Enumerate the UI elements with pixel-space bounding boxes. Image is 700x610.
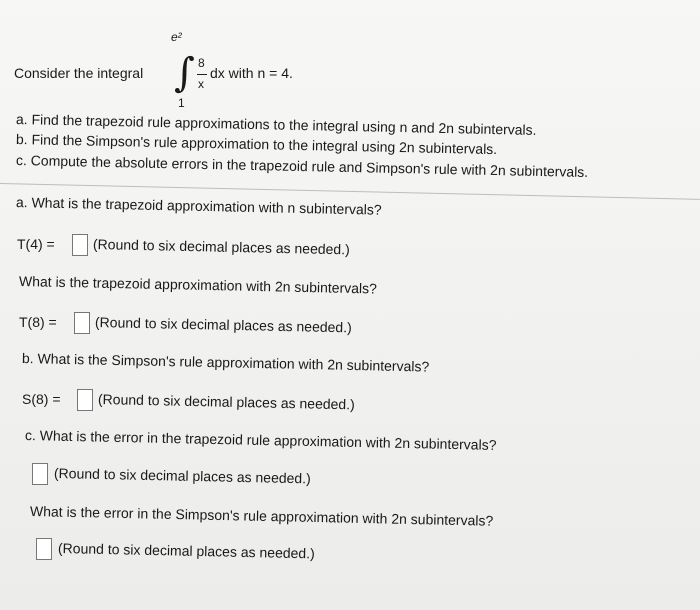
- simpson-error-answer-input[interactable]: [36, 538, 52, 560]
- t8-hint: (Round to six decimal places as needed.): [94, 314, 352, 336]
- trapezoid-error-answer-input[interactable]: [32, 463, 48, 485]
- integral-sign-icon: ∫: [174, 50, 195, 96]
- s8-hint: (Round to six decimal places as needed.): [97, 391, 355, 413]
- t4-answer-input[interactable]: [72, 234, 88, 256]
- question-simpson-error: What is the error in the Simpson's rule approximation with 2n subintervals?: [29, 503, 494, 529]
- instruction-a: a. Find the trapezoid rule approximations to the integral using n and 2n subintervals.: [15, 111, 537, 138]
- question-simpson-2n: b. What is the Simpson's rule approximation with 2n subintervals?: [21, 350, 430, 375]
- fraction-bar: [197, 74, 207, 75]
- t4-hint: (Round to six decimal places as needed.): [92, 236, 350, 258]
- s8-label: S(8) =: [22, 391, 61, 407]
- s8-answer-input[interactable]: [77, 389, 93, 411]
- question-trapezoid-error: c. What is the error in the trapezoid rule approximation with 2n subintervals?: [24, 427, 497, 453]
- question-trapezoid-n: a. What is the trapezoid approximation with n subintervals?: [15, 194, 382, 218]
- instruction-b: b. Find the Simpson's rule approximation to the integral using 2n subintervals.: [15, 131, 498, 158]
- upper-limit: e²: [171, 30, 182, 44]
- intro-text: Consider the integral: [14, 65, 144, 81]
- question-trapezoid-2n: What is the trapezoid approximation with 2n subintervals?: [18, 273, 378, 297]
- t8-label: T(8) =: [19, 314, 57, 330]
- instruction-c: c. Compute the absolute errors in the trapezoid rule and Simpson's rule with 2n subintervals.: [15, 152, 589, 180]
- integrand-denominator: x: [198, 77, 204, 91]
- trapezoid-error-hint: (Round to six decimal places as needed.): [53, 465, 311, 487]
- t8-answer-input[interactable]: [74, 312, 90, 334]
- lower-limit: 1: [178, 96, 185, 110]
- simpson-error-hint: (Round to six decimal places as needed.): [57, 540, 315, 562]
- integrand-numerator: 8: [198, 56, 205, 70]
- dx-text: dx with n = 4.: [210, 65, 293, 81]
- t4-label: T(4) =: [17, 236, 55, 252]
